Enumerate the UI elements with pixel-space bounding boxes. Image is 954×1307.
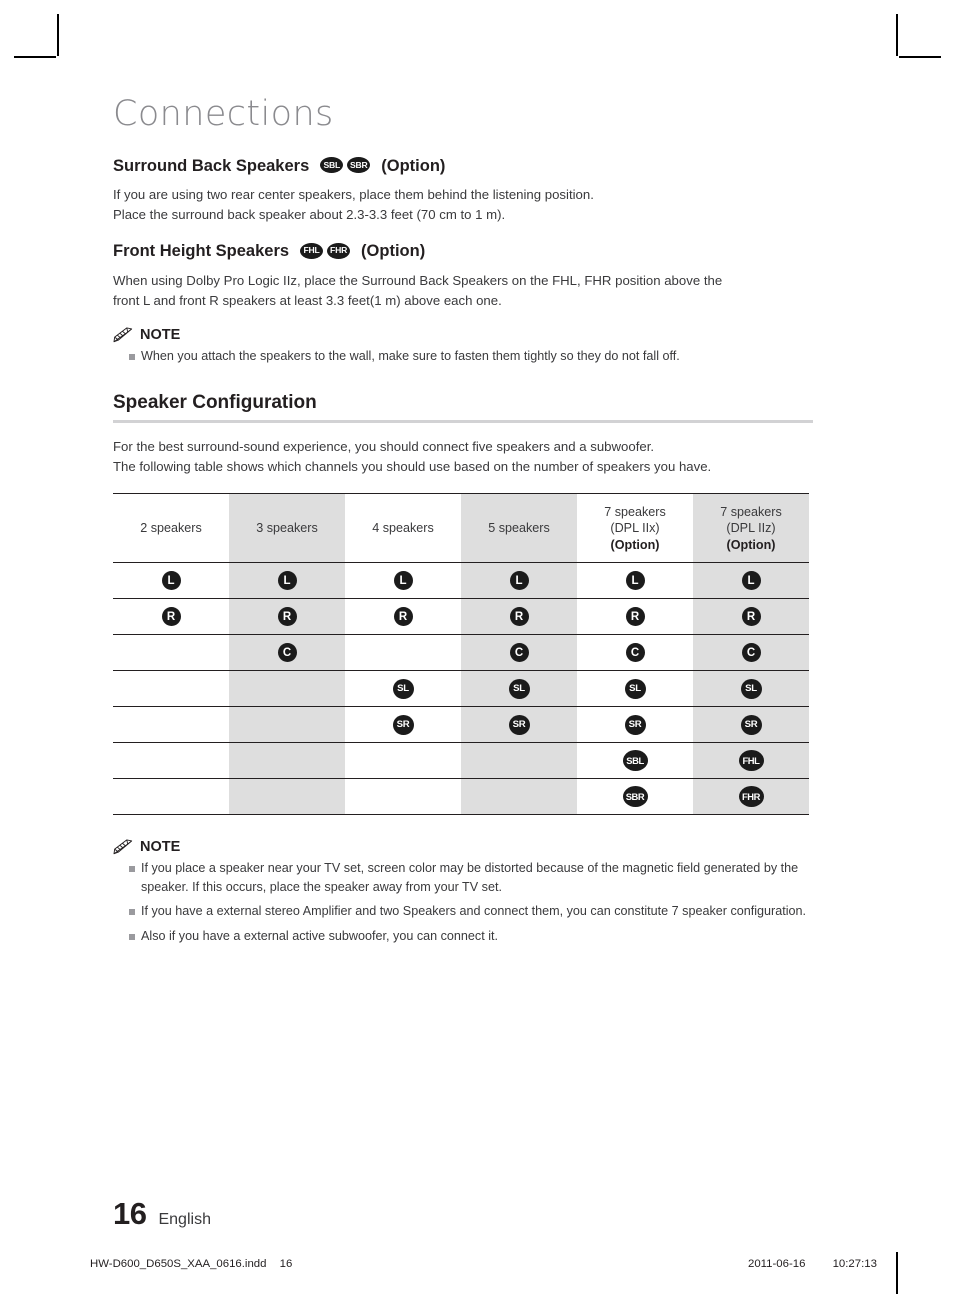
badge-sr: SR xyxy=(741,715,762,735)
badge-c: C xyxy=(278,643,297,662)
note-items xyxy=(113,859,813,945)
page-content xyxy=(113,96,813,945)
header-line-1: 4 speakers xyxy=(372,521,434,536)
body-line: When using Dolby Pro Logic IIz, place the Surround Back Speakers on the FHL, FHR position above the xyxy=(113,273,723,289)
header-line-2: (DPL IIx) xyxy=(610,521,660,536)
table-cell-r1-c5 xyxy=(693,599,809,635)
table-row xyxy=(113,779,809,815)
table-cell-r1-c4 xyxy=(577,599,693,635)
table-cell-r1-c2 xyxy=(345,599,461,635)
badge-l: L xyxy=(742,571,761,590)
table-cell-r4-c3 xyxy=(461,707,577,743)
badge-sl: SL xyxy=(509,679,530,699)
print-date: 2011-06-16 xyxy=(748,1258,806,1270)
pencil-icon xyxy=(113,327,133,343)
badge-r: R xyxy=(742,607,761,626)
table-cell-r3-c1 xyxy=(229,671,345,707)
section-heading-label: Front Height Speakers xyxy=(113,242,290,261)
badge-l: L xyxy=(510,571,529,590)
crop-mark-top-right-vertical xyxy=(896,14,898,56)
body-line: For the best surround-sound experience, you should connect five speakers and a subwoofer. xyxy=(113,439,655,455)
note-block-top xyxy=(113,327,813,366)
speaker-configuration-section xyxy=(113,392,813,816)
badge-r: R xyxy=(510,607,529,626)
table-header-cell-0 xyxy=(113,494,229,563)
badge-fhl: FHL xyxy=(300,243,323,259)
pencil-icon xyxy=(113,839,133,855)
note-label: NOTE xyxy=(140,327,181,344)
table-cell-r2-c4 xyxy=(577,635,693,671)
table-cell-r2-c5 xyxy=(693,635,809,671)
table-row xyxy=(113,599,809,635)
table-row xyxy=(113,635,809,671)
badge-l: L xyxy=(278,571,297,590)
table-cell-r3-c2 xyxy=(345,671,461,707)
table-cell-r4-c0 xyxy=(113,707,229,743)
note-heading xyxy=(113,327,813,343)
table-cell-r0-c4 xyxy=(577,563,693,599)
table-cell-r1-c1 xyxy=(229,599,345,635)
section-heading-option: (Option) xyxy=(381,156,446,175)
page-number: 16 xyxy=(113,1196,147,1231)
table-row xyxy=(113,563,809,599)
table-cell-r2-c2 xyxy=(345,635,461,671)
badge-fhr: FHR xyxy=(739,786,764,807)
crop-mark-top-right-horizontal xyxy=(899,56,941,58)
table-cell-r0-c0 xyxy=(113,563,229,599)
table-cell-r5-c4 xyxy=(577,743,693,779)
table-cell-r1-c0 xyxy=(113,599,229,635)
table-cell-r6-c4 xyxy=(577,779,693,815)
header-line-1: 3 speakers xyxy=(256,521,318,536)
badge-sr: SR xyxy=(625,715,646,735)
section-heading xyxy=(113,156,813,177)
header-line-2: (DPL IIz) xyxy=(726,521,776,536)
section-surround-back-speakers xyxy=(113,156,813,225)
section-heading xyxy=(113,241,813,262)
table-header-cell-2 xyxy=(345,494,461,563)
crop-mark-bottom-right-vertical xyxy=(896,1252,898,1294)
print-time: 10:27:13 xyxy=(832,1258,877,1270)
badge-fhr: FHR xyxy=(327,243,350,259)
table-header-cell-1 xyxy=(229,494,345,563)
table-cell-r0-c1 xyxy=(229,563,345,599)
badge-sr: SR xyxy=(509,715,530,735)
badge-c: C xyxy=(510,643,529,662)
badge-sr: SR xyxy=(393,715,414,735)
header-line-1: 5 speakers xyxy=(488,521,550,536)
table-cell-r4-c4 xyxy=(577,707,693,743)
table-cell-r5-c5 xyxy=(693,743,809,779)
table-header-cell-5 xyxy=(693,494,809,563)
table-cell-r1-c3 xyxy=(461,599,577,635)
table-cell-r2-c3 xyxy=(461,635,577,671)
body-line: The following table shows which channels you should use based on the number of speakers you have. xyxy=(113,458,712,474)
table-cell-r4-c1 xyxy=(229,707,345,743)
badge-sbl: SBL xyxy=(623,750,648,771)
table-cell-r3-c4 xyxy=(577,671,693,707)
badge-sl: SL xyxy=(625,679,646,699)
badge-sl: SL xyxy=(393,679,414,699)
header-line-3: (Option) xyxy=(610,537,660,552)
table-header-cell-4 xyxy=(577,494,693,563)
body-line: front L and front R speakers at least 3.3 feet(1 m) above each one. xyxy=(113,292,502,308)
table-body xyxy=(113,563,809,815)
table-cell-r6-c5 xyxy=(693,779,809,815)
print-file-page: 16 xyxy=(279,1258,293,1270)
note-label: NOTE xyxy=(140,839,181,856)
print-timestamp xyxy=(748,1258,877,1270)
table-cell-r6-c3 xyxy=(461,779,577,815)
chapter-title: Connections xyxy=(113,94,334,134)
table-row xyxy=(113,707,809,743)
body-line: If you are using two rear center speakers, place them behind the listening position. xyxy=(113,187,594,203)
table-header-row xyxy=(113,494,809,563)
print-file-info xyxy=(90,1258,292,1270)
note-item: When you attach the speakers to the wall, make sure to fasten them tightly so they do not fall off. xyxy=(113,347,813,366)
badge-l: L xyxy=(394,571,413,590)
table-header-cell-3 xyxy=(461,494,577,563)
page-footer xyxy=(113,1196,211,1232)
crop-mark-top-left-horizontal xyxy=(14,56,56,58)
table-cell-r3-c0 xyxy=(113,671,229,707)
speaker-configuration-heading: Speaker Configuration xyxy=(113,391,317,413)
table-cell-r3-c3 xyxy=(461,671,577,707)
table-cell-r2-c1 xyxy=(229,635,345,671)
speaker-configuration-table xyxy=(113,493,809,815)
badge-sbr: SBR xyxy=(623,786,648,807)
table-cell-r5-c0 xyxy=(113,743,229,779)
table-cell-r0-c5 xyxy=(693,563,809,599)
table-cell-r4-c2 xyxy=(345,707,461,743)
crop-mark-top-left-vertical xyxy=(57,14,59,56)
table-cell-r6-c2 xyxy=(345,779,461,815)
badge-r: R xyxy=(162,607,181,626)
badge-r: R xyxy=(626,607,645,626)
table-cell-r6-c0 xyxy=(113,779,229,815)
header-line-1: 7 speakers xyxy=(720,504,782,519)
table-cell-r5-c3 xyxy=(461,743,577,779)
speaker-configuration-intro xyxy=(113,437,813,476)
table-cell-r5-c2 xyxy=(345,743,461,779)
table-cell-r5-c1 xyxy=(229,743,345,779)
badge-sbr: SBR xyxy=(347,157,370,173)
table-row xyxy=(113,671,809,707)
section-body xyxy=(113,185,813,224)
header-line-3: (Option) xyxy=(726,537,776,552)
note-heading xyxy=(113,839,813,855)
badge-l: L xyxy=(626,571,645,590)
section-heading-option: (Option) xyxy=(361,242,426,261)
print-file-name: HW-D600_D650S_XAA_0616.indd xyxy=(90,1258,267,1270)
section-heading-label: Surround Back Speakers xyxy=(113,156,310,175)
table-row xyxy=(113,743,809,779)
header-line-1: 2 speakers xyxy=(140,521,202,536)
body-line: Place the surround back speaker about 2.3-3.3 feet (70 cm to 1 m). xyxy=(113,206,506,222)
badge-r: R xyxy=(394,607,413,626)
note-items xyxy=(113,347,813,366)
badge-c: C xyxy=(742,643,761,662)
section-front-height-speakers xyxy=(113,241,813,310)
note-block-bottom xyxy=(113,839,813,945)
badge-r: R xyxy=(278,607,297,626)
note-item: If you have a external stereo Amplifier and two Speakers and connect them, you can constitute 7 speaker configuration. xyxy=(113,902,813,921)
page-language: English xyxy=(158,1211,211,1228)
badge-c: C xyxy=(626,643,645,662)
badge-fhl: FHL xyxy=(739,750,764,771)
table-cell-r2-c0 xyxy=(113,635,229,671)
header-line-1: 7 speakers xyxy=(604,504,666,519)
table-cell-r0-c3 xyxy=(461,563,577,599)
section-body xyxy=(113,271,813,310)
speaker-configuration-table-wrap xyxy=(113,493,813,815)
table-cell-r4-c5 xyxy=(693,707,809,743)
note-item: Also if you have a external active subwoofer, you can connect it. xyxy=(113,927,813,946)
badge-sbl: SBL xyxy=(320,157,343,173)
table-cell-r3-c5 xyxy=(693,671,809,707)
heading-divider xyxy=(113,420,813,423)
badge-sl: SL xyxy=(741,679,762,699)
badge-l: L xyxy=(162,571,181,590)
note-item: If you place a speaker near your TV set, screen color may be distorted because of the magnetic field generated by the speaker. If this occurs, place the speaker away from your TV set. xyxy=(113,859,813,896)
table-cell-r0-c2 xyxy=(345,563,461,599)
table-cell-r6-c1 xyxy=(229,779,345,815)
